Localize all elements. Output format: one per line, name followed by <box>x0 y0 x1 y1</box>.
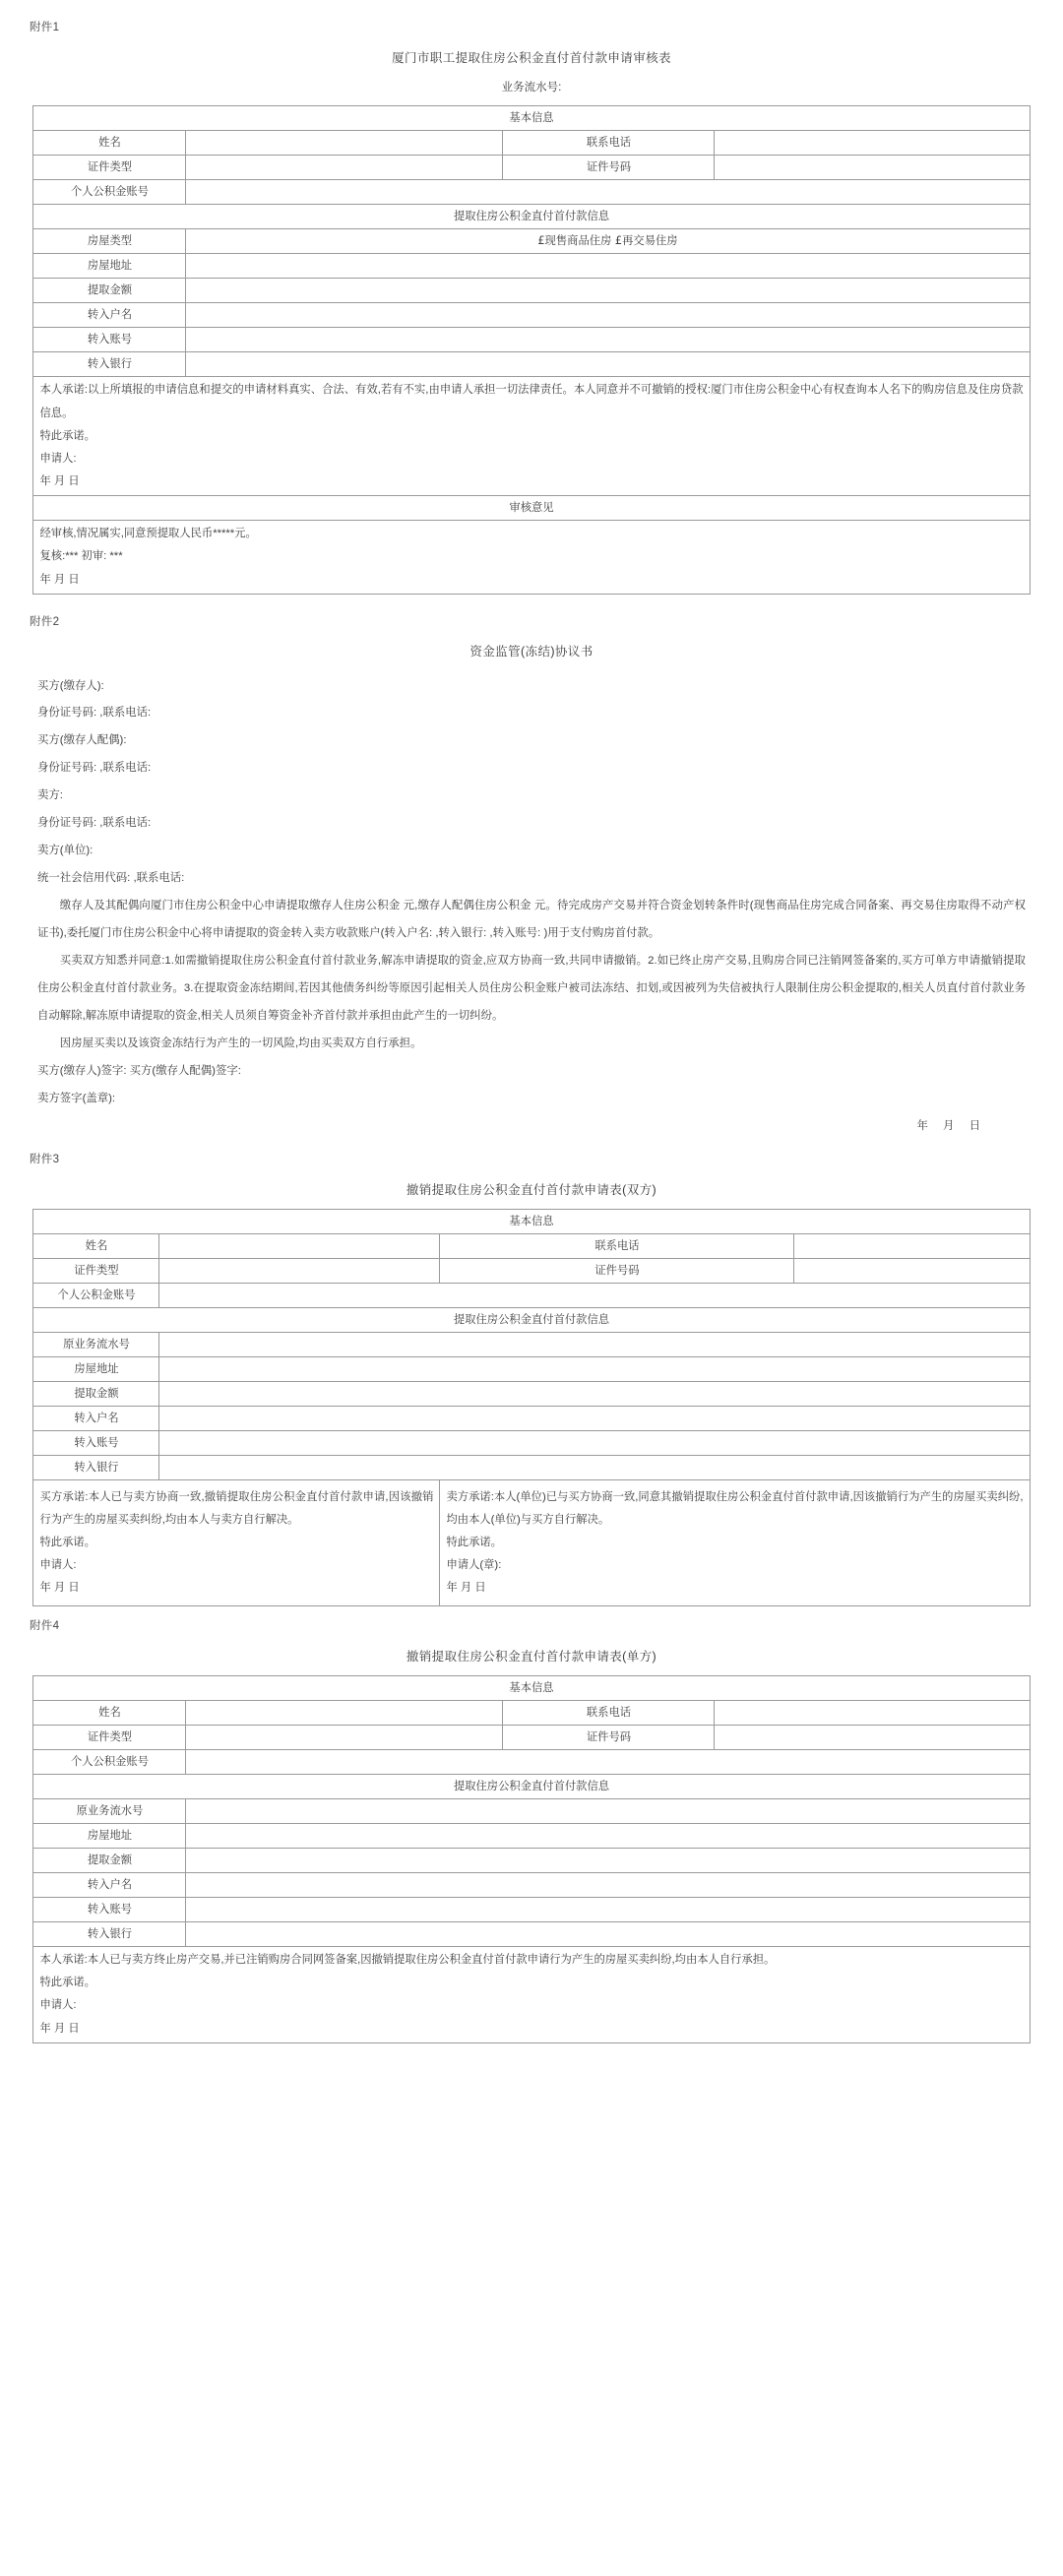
table-row <box>33 1382 1030 1407</box>
table-row <box>33 1922 1030 1947</box>
field-id-type-value[interactable] <box>186 156 503 180</box>
review-approval-text: 经审核,情况属实,同意预提取人民币*****元。 <box>39 528 257 540</box>
attachment-1-label: 附件1 <box>30 22 60 33</box>
table-row <box>33 1259 1030 1284</box>
section-header-basic-info: 基本信息 <box>33 1676 1030 1701</box>
buyer-commitment-text: 买方承诺:本人已与卖方协商一致,撤销提取住房公积金直付首付款申请,因该撤销行为产生的房屋买卖纠纷,均由本人与卖方自行解决。 <box>39 1490 434 1527</box>
applicant-commitment-block <box>33 377 1030 496</box>
buyer-id-phone-line[interactable]: 身份证号码: ,联系电话: <box>37 707 152 720</box>
label-original-serial: 原业务流水号 <box>33 1799 186 1824</box>
seller-id-phone-line[interactable]: 身份证号码: ,联系电话: <box>37 817 152 830</box>
field-id-number-value[interactable] <box>794 1259 1030 1284</box>
field-transfer-bank-value[interactable] <box>186 352 1030 377</box>
label-fund-account: 个人公积金账号 <box>33 1750 186 1775</box>
field-fund-account-value[interactable] <box>159 1284 1030 1308</box>
table-row <box>33 1333 1030 1357</box>
field-transfer-account-value[interactable] <box>159 1431 1030 1456</box>
seller-company-line: 卖方(单位): <box>37 845 94 857</box>
section-header-withdraw-info: 提取住房公积金直付首付款信息 <box>33 1308 1030 1333</box>
attachment-4-spacer <box>0 1606 1063 1618</box>
attachment-3-table <box>32 1209 1030 1606</box>
table-row <box>33 496 1030 521</box>
applicant-date-label[interactable]: 年 月 日 <box>39 475 80 488</box>
applicant-commitment-block <box>33 1947 1030 2043</box>
table-row <box>33 1431 1030 1456</box>
label-house-address: 房屋地址 <box>33 1357 159 1382</box>
table-row <box>33 1284 1030 1308</box>
seller-commitment-text: 卖方承诺:本人(单位)已与买方协商一致,同意其撤销提取住房公积金直付首付款申请,因该撤销行为产生的房屋买卖纠纷,均由本人(单位)与买方自行解决。 <box>446 1490 1024 1527</box>
table-row <box>33 1308 1030 1333</box>
attachment-3-spacer <box>0 1140 1063 1152</box>
label-name: 姓名 <box>33 1701 186 1726</box>
label-transfer-bank: 转入银行 <box>33 1922 186 1947</box>
table-row <box>33 1210 1030 1234</box>
applicant-signature-label[interactable]: 申请人: <box>39 1999 77 2012</box>
buyer-commitment-closing: 特此承诺。 <box>39 1537 95 1549</box>
label-transfer-name: 转入户名 <box>33 303 186 328</box>
label-transfer-account: 转入账号 <box>33 1898 186 1922</box>
table-row <box>33 156 1030 180</box>
table-row <box>33 1234 1030 1259</box>
gap <box>0 661 1063 673</box>
table-row <box>33 1898 1030 1922</box>
field-name-value[interactable] <box>186 131 503 156</box>
label-fund-account: 个人公积金账号 <box>33 1284 159 1308</box>
seller-signature-line[interactable]: 卖方签字(盖章): <box>37 1092 116 1104</box>
field-transfer-bank-value[interactable] <box>186 1922 1030 1947</box>
table-row <box>33 1750 1030 1775</box>
label-transfer-name: 转入户名 <box>33 1407 159 1431</box>
review-officer-line: 复核:*** 初审: *** <box>39 550 123 563</box>
table-row <box>33 106 1030 131</box>
label-id-type: 证件类型 <box>33 156 186 180</box>
table-row <box>33 1726 1030 1750</box>
label-withdraw-amount: 提取金额 <box>33 279 186 303</box>
field-house-address-value[interactable] <box>186 1824 1030 1849</box>
buyer-signature-line[interactable]: 买方(缴存人)签字: 买方(缴存人配偶)签字: <box>37 1064 241 1077</box>
attachment-3-label: 附件3 <box>30 1154 60 1166</box>
label-withdraw-amount: 提取金额 <box>33 1382 159 1407</box>
label-id-type: 证件类型 <box>33 1726 186 1750</box>
buyer-commitment-block <box>33 1480 440 1606</box>
section-header-basic-info: 基本信息 <box>33 106 1030 131</box>
label-transfer-name: 转入户名 <box>33 1873 186 1898</box>
field-name-value[interactable] <box>186 1701 503 1726</box>
agreement-date-line[interactable]: 年 月 日 <box>916 1119 986 1132</box>
label-transfer-account: 转入账号 <box>33 1431 159 1456</box>
field-transfer-name-value[interactable] <box>159 1407 1030 1431</box>
field-transfer-name-value[interactable] <box>186 1873 1030 1898</box>
seller-credit-code-line[interactable]: 统一社会信用代码: ,联系电话: <box>37 872 185 885</box>
section-header-withdraw-info: 提取住房公积金直付首付款信息 <box>33 1775 1030 1799</box>
commitment-closing: 特此承诺。 <box>39 429 95 442</box>
buyer-date-label[interactable]: 年 月 日 <box>39 1582 80 1595</box>
table-row <box>33 1775 1030 1799</box>
table-row <box>33 1873 1030 1898</box>
field-transfer-bank-value[interactable] <box>159 1456 1030 1480</box>
table-row <box>33 1676 1030 1701</box>
label-id-number: 证件号码 <box>440 1259 794 1284</box>
label-withdraw-amount: 提取金额 <box>33 1849 186 1873</box>
table-row <box>33 1357 1030 1382</box>
field-original-serial-value[interactable] <box>186 1799 1030 1824</box>
field-id-number-value[interactable] <box>715 1726 1030 1750</box>
table-row <box>33 1824 1030 1849</box>
label-transfer-bank: 转入银行 <box>33 352 186 377</box>
table-row <box>33 1456 1030 1480</box>
label-house-address: 房屋地址 <box>33 1824 186 1849</box>
label-name: 姓名 <box>33 1234 159 1259</box>
field-phone-value[interactable] <box>715 131 1030 156</box>
review-opinion-block <box>33 521 1030 594</box>
buyer-spouse-line: 买方(缴存人配偶): <box>37 734 127 747</box>
label-phone: 联系电话 <box>503 1701 715 1726</box>
field-name-value[interactable] <box>159 1234 440 1259</box>
table-row <box>33 303 1030 328</box>
buyer-spouse-id-phone-line[interactable]: 身份证号码: ,联系电话: <box>37 762 152 775</box>
attachment-4-table <box>32 1675 1030 2043</box>
field-transfer-account-value[interactable] <box>186 328 1030 352</box>
commitment-closing: 特此承诺。 <box>39 1977 95 1989</box>
table-row <box>33 328 1030 352</box>
field-house-address-value[interactable] <box>159 1357 1030 1382</box>
label-transfer-account: 转入账号 <box>33 328 186 352</box>
house-type-checkbox-options[interactable]: £现售商品住房 £再交易住房 <box>186 229 1030 254</box>
field-phone-value[interactable] <box>794 1234 1030 1259</box>
attachment-2-body <box>33 673 1030 1141</box>
section-header-review-opinion: 审核意见 <box>33 496 1030 521</box>
table-row <box>33 254 1030 279</box>
table-row <box>33 1849 1030 1873</box>
field-transfer-name-value[interactable] <box>186 303 1030 328</box>
attachment-2-spacer <box>0 595 1063 614</box>
field-withdraw-amount-value[interactable] <box>186 1849 1030 1873</box>
table-row <box>33 229 1030 254</box>
label-transfer-bank: 转入银行 <box>33 1456 159 1480</box>
top-spacer <box>0 0 1063 20</box>
attachment-2-label: 附件2 <box>30 615 60 628</box>
seller-commitment-block <box>440 1480 1030 1606</box>
commitment-text: 本人承诺:以上所填报的申请信息和提交的申请材料真实、合法、有效,若有不实,由申请人承担一切法律责任。本人同意并不可撤销的授权:厦门市住房公积金中心有权查询本人名下的购房信息及住房贷款信息。 <box>39 384 1024 419</box>
table-row <box>33 180 1030 205</box>
seller-line: 卖方: <box>37 789 63 802</box>
field-id-number-value[interactable] <box>715 156 1030 180</box>
label-phone: 联系电话 <box>440 1234 794 1259</box>
table-row <box>33 1947 1030 2043</box>
seller-date-label[interactable]: 年 月 日 <box>446 1582 486 1595</box>
buyer-applicant-label[interactable]: 申请人: <box>39 1559 77 1572</box>
label-phone: 联系电话 <box>503 131 715 156</box>
table-row <box>33 1407 1030 1431</box>
field-withdraw-amount-value[interactable] <box>186 279 1030 303</box>
applicant-signature-label[interactable]: 申请人: <box>39 452 77 465</box>
table-row <box>33 279 1030 303</box>
table-row <box>33 131 1030 156</box>
field-phone-value[interactable] <box>715 1701 1030 1726</box>
attachment-1-table <box>32 105 1030 594</box>
label-house-type: 房屋类型 <box>33 229 186 254</box>
table-row <box>33 1701 1030 1726</box>
attachment-1-serial-label: 业务流水号: <box>501 81 562 94</box>
applicant-date-label[interactable]: 年 月 日 <box>39 2022 80 2035</box>
field-original-serial-value[interactable] <box>159 1333 1030 1357</box>
attachment-3-title: 撤销提取住房公积金直付首付款申请表(双方) <box>406 1183 657 1198</box>
agreement-paragraph-2: 买卖双方知悉并同意:1.如需撤销提取住房公积金直付首付款业务,解冻申请提取的资金,应双方协商一致,共同申请撤销。2.如已终止房产交易,且购房合同已注销网签备案的,买方可单方申请撤销提取住房公积金直付首付款业务。3.在提取资金冻结期间,若因其他债务纠纷等原因引起相关人员住房公积金账户被司法冻结、扣划,或因被列为失信被执行人限制住房公积金提取的,相关人员直付首付款业务自动解除,解冻原申请提取的资金,相关人员须自筹资金补齐首付款并承担由此产生的一切纠纷。 <box>37 954 1026 1022</box>
commitment-text: 本人承诺:本人已与卖方终止房产交易,并已注销购房合同网签备案,因撤销提取住房公积金直付首付款申请行为产生的房屋买卖纠纷,均由本人自行承担。 <box>39 1954 776 1967</box>
field-withdraw-amount-value[interactable] <box>159 1382 1030 1407</box>
field-id-type-value[interactable] <box>186 1726 503 1750</box>
table-row <box>33 521 1030 594</box>
attachment-2-title: 资金监管(冻结)协议书 <box>469 645 594 660</box>
label-name: 姓名 <box>33 131 186 156</box>
seller-applicant-label[interactable]: 申请人(章): <box>446 1559 502 1572</box>
table-row <box>33 352 1030 377</box>
label-id-number: 证件号码 <box>503 1726 715 1750</box>
field-fund-account-value[interactable] <box>186 1750 1030 1775</box>
label-original-serial: 原业务流水号 <box>33 1333 159 1357</box>
field-id-type-value[interactable] <box>159 1259 440 1284</box>
table-row <box>33 1799 1030 1824</box>
table-row <box>33 1480 1030 1606</box>
section-header-basic-info: 基本信息 <box>33 1210 1030 1234</box>
field-transfer-account-value[interactable] <box>186 1898 1030 1922</box>
field-fund-account-value[interactable] <box>186 180 1030 205</box>
attachment-4-title: 撤销提取住房公积金直付首付款申请表(单方) <box>406 1649 657 1664</box>
agreement-paragraph-1: 缴存人及其配偶向厦门市住房公积金中心申请提取缴存人住房公积金 元,缴存人配偶住房公积金 元。待完成房产交易并符合资金划转条件时(现售商品住房完成合同备案、再交易住房取得不动产权证书),委托厦门市住房公积金中心将申请提取的资金转入卖方收款账户(转入户名: ,转入银行: ,转入账号: )用于支付购房首付款。 <box>37 900 1026 939</box>
seller-commitment-closing: 特此承诺。 <box>446 1537 502 1549</box>
review-date-label[interactable]: 年 月 日 <box>39 573 80 586</box>
label-house-address: 房屋地址 <box>33 254 186 279</box>
attachment-1-title: 厦门市职工提取住房公积金直付首付款申请审核表 <box>392 50 671 65</box>
label-fund-account: 个人公积金账号 <box>33 180 186 205</box>
buyer-depositor-line: 买方(缴存人): <box>37 679 104 692</box>
table-row <box>33 377 1030 496</box>
table-row <box>33 205 1030 229</box>
section-header-withdraw-info: 提取住房公积金直付首付款信息 <box>33 205 1030 229</box>
attachment-4-label: 附件4 <box>30 1620 60 1633</box>
agreement-paragraph-3: 因房屋买卖以及该资金冻结行为产生的一切风险,均由买卖双方自行承担。 <box>59 1037 422 1049</box>
field-house-address-value[interactable] <box>186 254 1030 279</box>
label-id-number: 证件号码 <box>503 156 715 180</box>
label-id-type: 证件类型 <box>33 1259 159 1284</box>
